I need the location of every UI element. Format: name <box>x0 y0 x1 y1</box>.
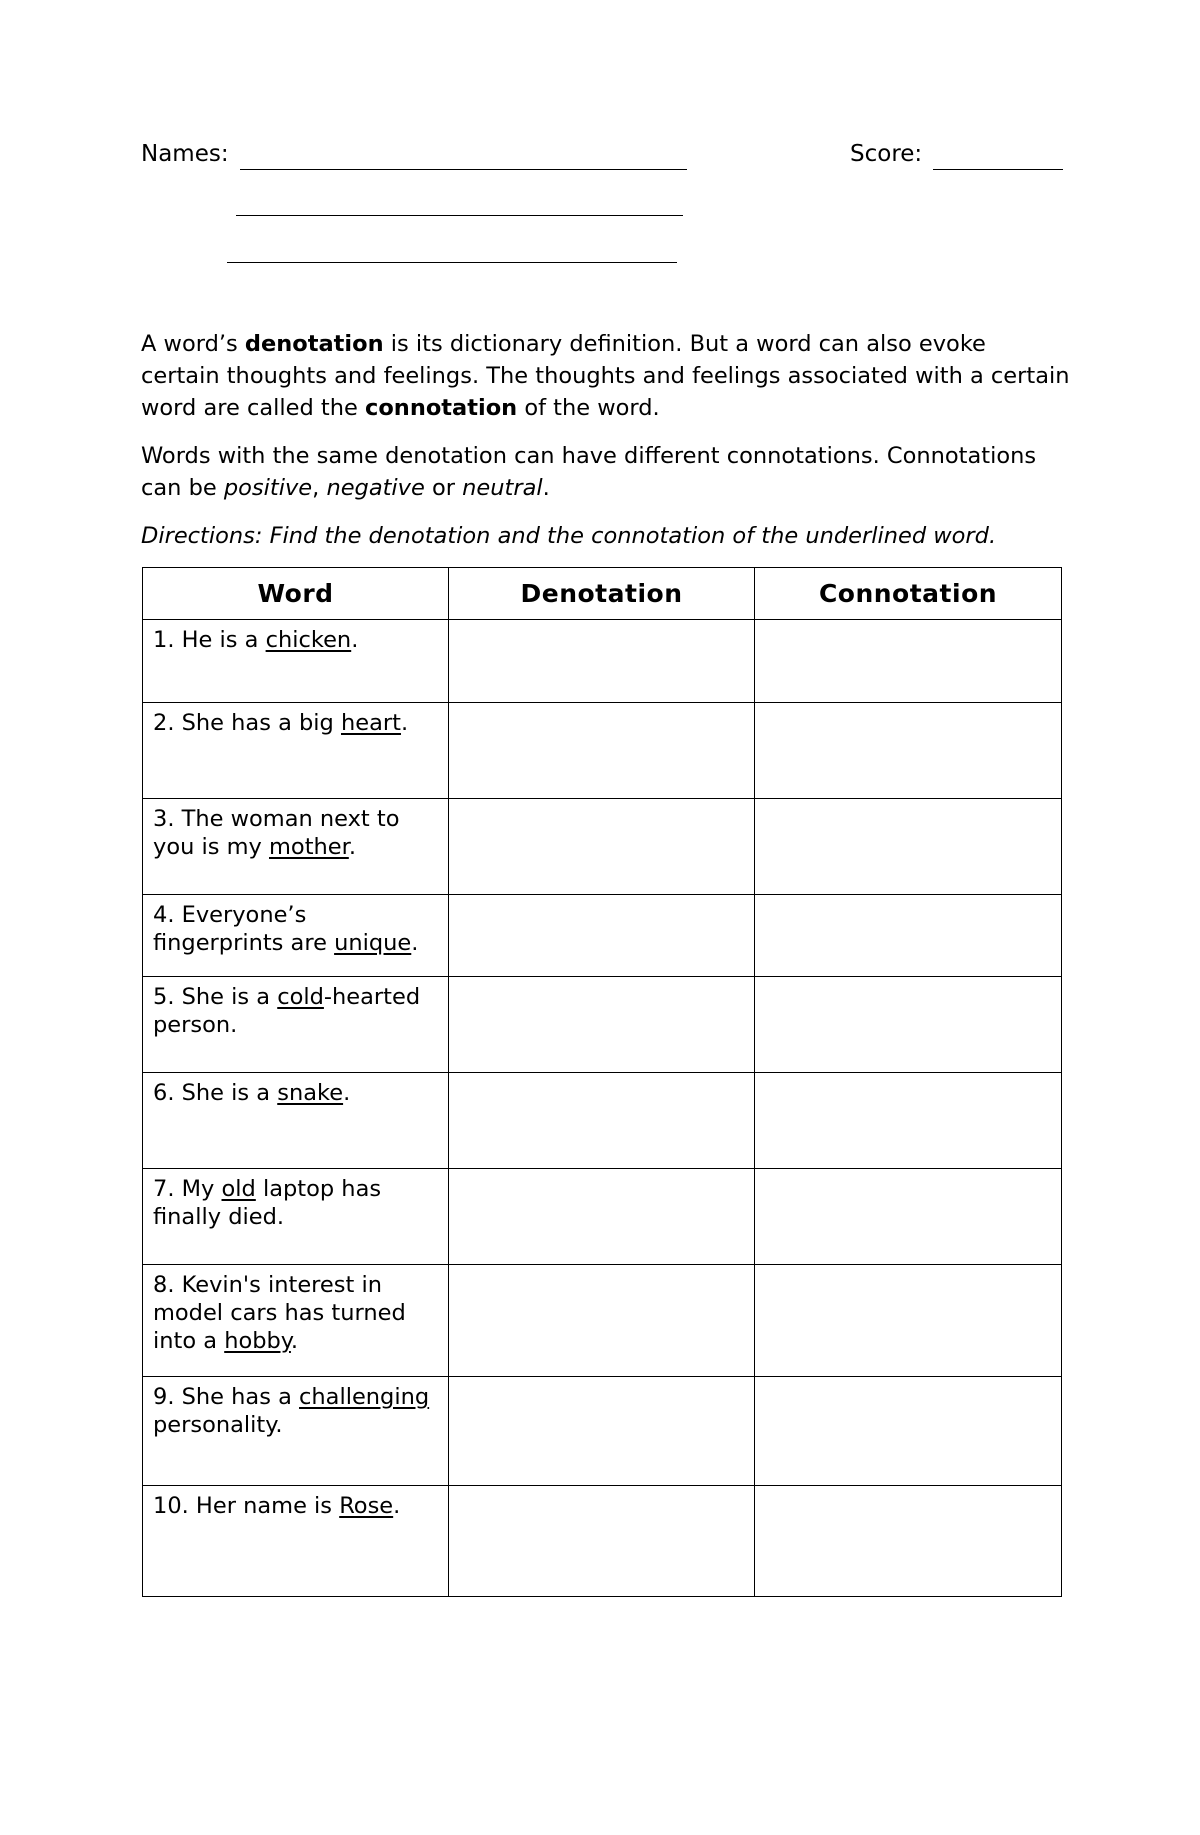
denotation-answer-cell[interactable] <box>449 703 755 799</box>
table-row <box>143 1073 1062 1169</box>
word-cell: 1. He is a chicken. <box>143 620 449 703</box>
name-line-1[interactable] <box>240 169 687 170</box>
connotation-answer-cell[interactable] <box>755 895 1062 977</box>
directions: Directions: Find the denotation and the connotation of the underlined word. <box>141 523 997 549</box>
name-line-2[interactable] <box>236 215 683 216</box>
word-cell: 10. Her name is Rose. <box>143 1486 449 1597</box>
denotation-answer-cell[interactable] <box>449 620 755 703</box>
underlined-word: old <box>221 1176 256 1202</box>
table-row <box>143 1486 1062 1597</box>
table-row <box>143 1265 1062 1377</box>
connotation-answer-cell[interactable] <box>755 1073 1062 1169</box>
underlined-word: mother <box>269 834 349 860</box>
denotation-answer-cell[interactable] <box>449 1377 755 1486</box>
underlined-word: challenging <box>299 1384 430 1410</box>
word-cell: 3. The woman next to you is my mother. <box>143 799 449 895</box>
denotation-answer-cell[interactable] <box>449 1265 755 1377</box>
type-negative: negative <box>326 475 425 501</box>
table-row <box>143 977 1062 1073</box>
denotation-answer-cell[interactable] <box>449 895 755 977</box>
header-denotation: Denotation <box>449 568 755 620</box>
word-cell: 6. She is a snake. <box>143 1073 449 1169</box>
connotation-answer-cell[interactable] <box>755 799 1062 895</box>
worksheet-table <box>142 567 1062 1597</box>
name-line-3[interactable] <box>227 262 677 263</box>
word-cell: 4. Everyone’s fingerprints are unique. <box>143 895 449 977</box>
table-row <box>143 799 1062 895</box>
table-row <box>143 895 1062 977</box>
connotation-answer-cell[interactable] <box>755 1377 1062 1486</box>
connotation-answer-cell[interactable] <box>755 703 1062 799</box>
connotation-answer-cell[interactable] <box>755 1265 1062 1377</box>
denotation-answer-cell[interactable] <box>449 977 755 1073</box>
score-label: Score: <box>850 141 923 167</box>
denotation-answer-cell[interactable] <box>449 1169 755 1265</box>
names-label: Names: <box>141 141 229 167</box>
denotation-answer-cell[interactable] <box>449 1486 755 1597</box>
header-connotation: Connotation <box>755 568 1062 620</box>
table-row <box>143 1377 1062 1486</box>
underlined-word: cold <box>277 984 324 1010</box>
underlined-word: heart <box>341 710 401 736</box>
denotation-answer-cell[interactable] <box>449 799 755 895</box>
header-word: Word <box>143 568 449 620</box>
connotation-answer-cell[interactable] <box>755 620 1062 703</box>
denotation-definition: A word’s denotation is its dictionary definition. But a word can also evoke certain thoughts and feelings. The thoughts and feelings associated with a certain word are called the connotation of the word. <box>141 331 1070 421</box>
word-cell: 8. Kevin's interest in model cars has turned into a hobby. <box>143 1265 449 1377</box>
term-connotation: connotation <box>365 395 518 421</box>
word-cell: 7. My old laptop has finally died. <box>143 1169 449 1265</box>
denotation-answer-cell[interactable] <box>449 1073 755 1169</box>
underlined-word: unique <box>334 930 412 956</box>
word-cell: 9. She has a challenging personality. <box>143 1377 449 1486</box>
table-row <box>143 1169 1062 1265</box>
underlined-word: chicken <box>265 627 352 653</box>
table-header-row <box>143 568 1062 620</box>
word-cell: 5. She is a cold-hearted person. <box>143 977 449 1073</box>
type-neutral: neutral <box>462 475 543 501</box>
word-cell: 2. She has a big heart. <box>143 703 449 799</box>
connotation-answer-cell[interactable] <box>755 977 1062 1073</box>
type-positive: positive <box>223 475 313 501</box>
score-line[interactable] <box>933 169 1063 170</box>
intro-text <box>141 328 1071 552</box>
underlined-word: hobby <box>224 1328 291 1354</box>
connotation-types: Words with the same denotation can have different connotations. Connotations can be positive, negative or neutral. <box>141 443 1037 501</box>
term-denotation: denotation <box>244 331 384 357</box>
connotation-answer-cell[interactable] <box>755 1169 1062 1265</box>
table-row <box>143 620 1062 703</box>
connotation-answer-cell[interactable] <box>755 1486 1062 1597</box>
underlined-word: snake <box>277 1080 344 1106</box>
table-row <box>143 703 1062 799</box>
underlined-word: Rose <box>339 1493 394 1519</box>
